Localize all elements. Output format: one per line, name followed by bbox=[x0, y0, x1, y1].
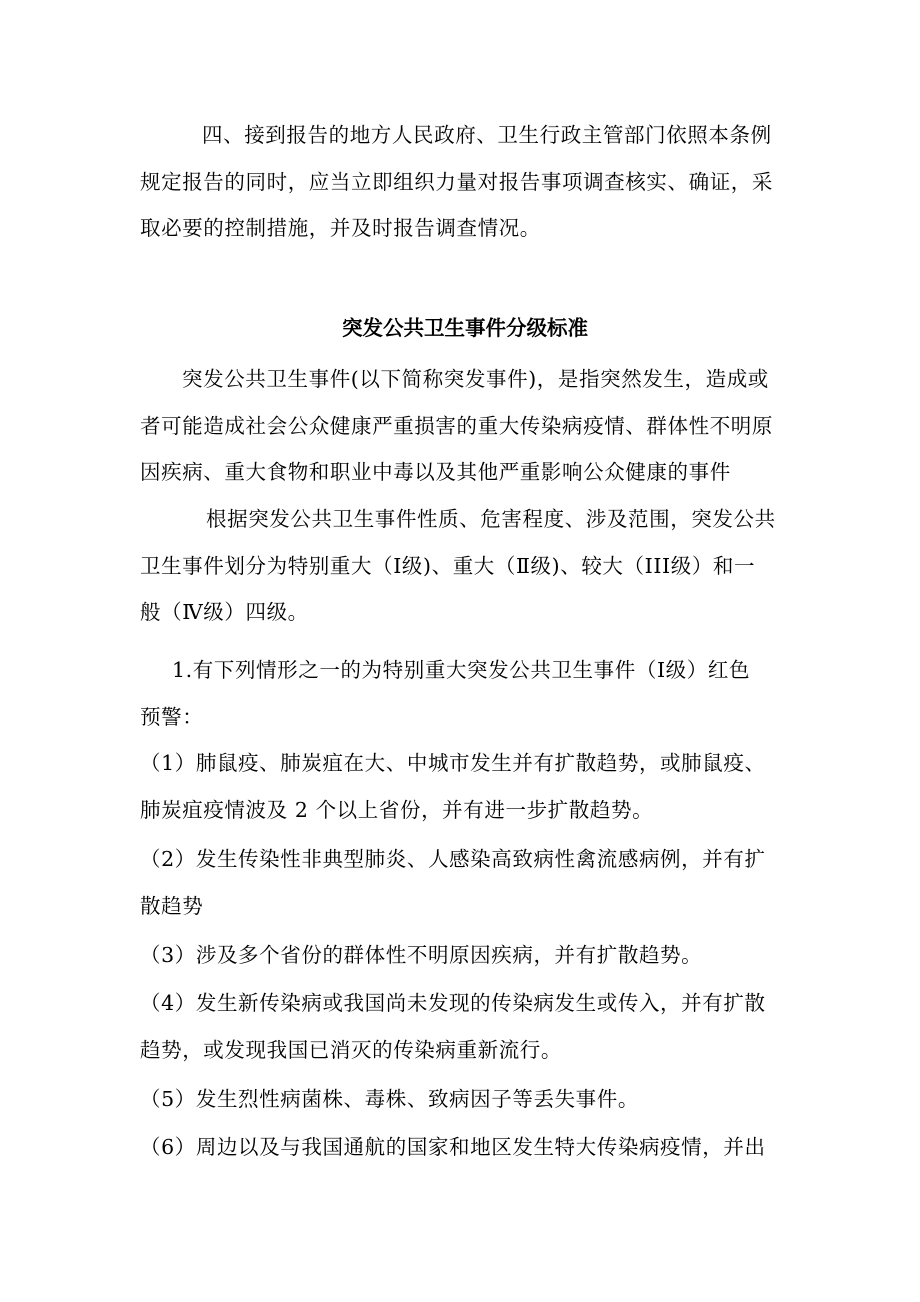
definition-line-3: 因疾病、重大食物和职业中毒以及其他严重影响公众健康的事件 bbox=[140, 460, 731, 484]
section-four-line-2: 规定报告的同时，应当立即组织力量对报告事项调查核实、确证，采 bbox=[140, 169, 773, 194]
classification-line-3: 般（Ⅳ级）四级。 bbox=[140, 600, 309, 624]
definition-line-1: 突发公共卫生事件(以下简称突发事件)，是指突然发生，造成或 bbox=[182, 367, 769, 391]
definition-paragraph bbox=[140, 356, 790, 496]
item-2-line-1: （2）发生传染性非典型肺炎、人感染高致病性禽流感病例，并有扩 bbox=[140, 847, 766, 871]
item-1-line-1: （1）肺鼠疫、肺炭疽在大、中城市发生并有扩散趋势，或肺鼠疫、 bbox=[140, 751, 766, 775]
item-2 bbox=[140, 836, 790, 929]
item-6-line-1: （6）周边以及与我国通航的国家和地区发生特大传染病疫情，并出 bbox=[140, 1135, 766, 1159]
item-1-line-2: 肺炭疽疫情波及 2 个以上省份，并有进一步扩散趋势。 bbox=[140, 797, 654, 822]
item-4-line-1: （4）发生新传染病或我国尚未发现的传染病发生或传入，并有扩散 bbox=[140, 991, 766, 1015]
section-four-line-3: 取必要的控制措施，并及时报告调查情况。 bbox=[140, 216, 541, 240]
item-6 bbox=[140, 1124, 790, 1171]
level-one-intro-line-2: 预警： bbox=[140, 704, 204, 729]
item-3-line-1: （3）涉及多个省份的群体性不明原因疾病，并有扩散趋势。 bbox=[140, 943, 703, 967]
item-5-line-1: （5）发生烈性病菌株、毒株、致病因子等丢失事件。 bbox=[140, 1087, 639, 1111]
classification-line-1: 根据突发公共卫生事件性质、危害程度、涉及范围，突发公共 bbox=[206, 507, 776, 531]
document-title: 突发公共卫生事件分级标准 bbox=[342, 316, 588, 340]
level-one-intro-line-1: 1.有下列情形之一的为特别重大突发公共卫生事件（Ⅰ级）红色 bbox=[172, 658, 751, 682]
classification-line-2: 卫生事件划分为特别重大（Ⅰ级)、重大（Ⅱ级)、较大（III级）和一 bbox=[140, 553, 756, 578]
item-3 bbox=[140, 932, 790, 979]
definition-line-2: 者可能造成社会公众健康严重损害的重大传染病疫情、群体性不明原 bbox=[140, 413, 773, 438]
item-4-line-2: 趋势，或发现我国已消灭的传染病重新流行。 bbox=[140, 1037, 562, 1062]
item-2-line-2: 散趋势 bbox=[140, 893, 204, 918]
item-4 bbox=[140, 980, 790, 1073]
item-1 bbox=[140, 740, 790, 833]
section-four-paragraph bbox=[140, 112, 790, 252]
level-one-intro-paragraph bbox=[140, 647, 790, 740]
section-four-line-1: 四、接到报告的地方人民政府、卫生行政主管部门依照本条例 bbox=[202, 123, 772, 147]
item-5 bbox=[140, 1076, 790, 1123]
classification-paragraph bbox=[140, 496, 790, 636]
